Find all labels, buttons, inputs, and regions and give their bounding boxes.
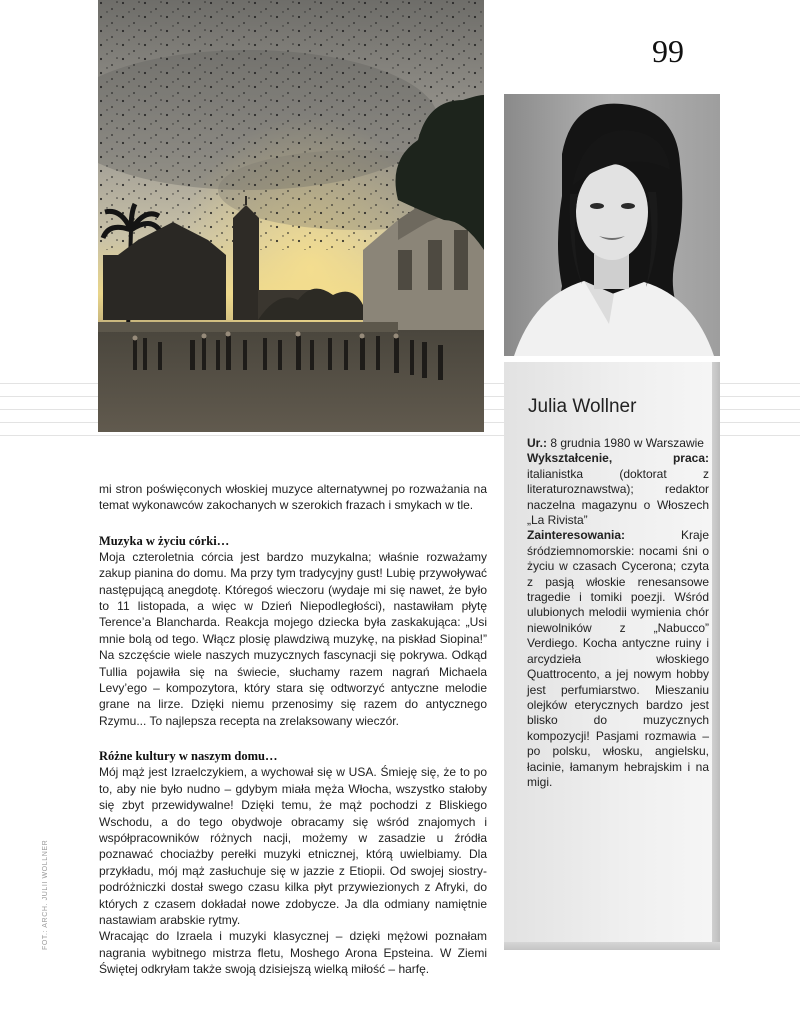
page-number: 99 — [652, 33, 684, 69]
section-text-daughter: Moja czteroletnia córcia jest bardzo muzykalna; właśnie rozważamy zakup pianina do domu. Ma przy tym tradycyjny gust! Lubię przywoływać następującą anegdotę. Któregoś wieczoru (wydaje mi się nawet, że było to 11 listopada, a więc w Dzień Niepodległości), nastawiłam płytę Terence’a Blancharda. Reakcja mojego dziecka była zaskakująca: „Usi mnie bolą od tego. Włącz plosię plawdziwą muzykę, na piskład Siopina!” Na szczęście wiele naszych muzycznych fascynacji się pokrywa. Odkąd Tullia pojawiła się na świecie, słuchamy razem nagrań Michaela Levy’ego – kompozytora, który stara się odtworzyć antyczne melodie grane na lirze. Dzięki niemu przenosimy się razem do antycznego Rzymu... To najlepsza recepta na zrelaksowany wieczór. — [99, 549, 487, 728]
interests-label: Zainteresowania: — [527, 528, 626, 543]
julia-wollner-portrait — [504, 94, 720, 356]
section-heading-cultures: Różne kultury w naszym domu… — [99, 749, 278, 764]
section-text-cultures-2: Wracając do Izraela i muzyki klasycznej – dzięki mężowi poznałam nagrania wybitnego mistrza fletu, Moshego Arona Epsteina. W Ziemi Świętej odkryłam także swoją dzisiejszą wielką miłość – harfę. — [99, 929, 487, 977]
born-label: Ur.: — [527, 436, 548, 450]
bio-text — [527, 436, 709, 790]
article-body — [99, 481, 487, 978]
bio-name: Julia Wollner — [528, 396, 637, 417]
education-value: italianistka (doktorat z literaturoznawstwa); redaktor naczelna magazynu o Włoszech „La Rivista” — [527, 466, 709, 528]
education-label: Wykształcenie, praca: — [527, 451, 709, 466]
photo-credit: FOT.: ARCH. JULII WOLLNER — [42, 839, 49, 950]
section-text-cultures: Mój mąż jest Izraelczykiem, a wychował się w USA. Śmieję się, że to po to, aby nie było nudno – gdybym miała męża Włocha, wszystko stałoby się zbyt przewidywalne! Dzięki temu, że mąż pochodzi z Bliskiego Wschodu, a do tego obydwoje obracamy się wśród znajomych i współpracowników różnych nacji, możemy w zasadzie u źródła poznawać chociażby perełki muzyki etnicznej, którą uwielbiamy. Dla przykładu, mój mąż zasłuchuje się w jazzie z Etiopii. Od swojej siostry-podróżniczki dostał swego czasu kilka płyt przywiezionych z Afryki, do których z czasem dokładał nowe zdobycze. Ja dla odmiany namiętnie nastawiam arabskie rytmy. — [99, 765, 487, 927]
section-heading-daughter: Muzyka w życiu córki… — [99, 533, 230, 548]
article-intro: mi stron poświęconych włoskiej muzyce alternatywnej po rozważania na temat wykonawców zakochanych w szerokich frazach i smykach w tle. — [99, 482, 487, 513]
rome-church-photo — [98, 0, 484, 432]
born-value: 8 grudnia 1980 w Warszawie — [547, 436, 704, 450]
interests-value: Kraje śródziemnomorskie: nocami śni o życiu w czasach Cycerona; czyta z pasją włoskie renesansowe tragedie i tomiki poezji. Wśród ulubionych melodii wymienia chór niewolników z „Nabucco” Verdiego. Kocha antyczne ruiny i arcydzieła włoskiego Quattrocento, a jej nowym hobby jest perfumiarstwo. Mieszaniu olejków eterycznych bardzo jest blisko do muzycznych kompozycji! Pasjami rozmawia – po polsku, włosku, angielsku, łacinie, łamanym hebrajskim i na migi. — [527, 528, 709, 789]
